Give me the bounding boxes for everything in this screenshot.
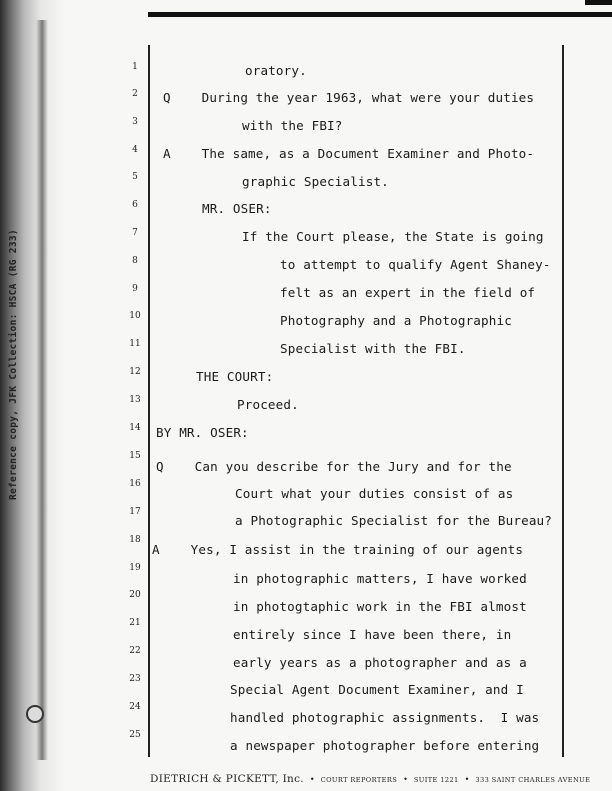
transcript-line: If the Court please, the State is going	[242, 229, 544, 244]
bullet-icon: •	[309, 775, 315, 784]
line-number: 19	[129, 563, 141, 573]
punch-hole-icon	[26, 705, 44, 723]
line-number: 10	[129, 311, 141, 321]
line-number: 13	[129, 395, 141, 405]
transcript-line: MR. OSER:	[202, 201, 272, 216]
transcript-line: Q During the year 1963, what were your duties	[163, 90, 535, 105]
transcript-line: graphic Specialist.	[242, 174, 389, 189]
binding-shadow	[36, 20, 48, 760]
firm-role: COURT REPORTERS	[320, 776, 398, 784]
transcript-line: A Yes, I assist in the training of our agents	[152, 542, 524, 557]
transcript-line: with the FBI?	[242, 118, 343, 133]
transcript-line: Q Can you describe for the Jury and for the	[156, 459, 512, 474]
transcript-line: A The same, as a Document Examiner and Photo-	[163, 146, 535, 161]
transcript-line: handled photographic assignments. I was	[230, 710, 540, 725]
archive-stamp: Reference copy, JFK Collection: HSCA (RG 233)	[8, 229, 19, 500]
line-number: 17	[129, 507, 141, 517]
transcript-line: oratory.	[245, 63, 307, 78]
line-number: 16	[129, 479, 141, 489]
line-number: 9	[132, 284, 138, 294]
margin-line-left	[148, 45, 150, 757]
transcript-line: Proceed.	[237, 397, 299, 412]
line-number: 8	[132, 256, 138, 266]
margin-line-right	[562, 45, 564, 757]
line-number: 5	[132, 172, 138, 182]
transcript-line: Specialist with the FBI.	[280, 341, 466, 356]
transcript-line: a newspaper photographer before entering	[230, 738, 540, 753]
line-number: 18	[129, 535, 141, 545]
line-number: 4	[132, 145, 138, 155]
line-number: 6	[132, 200, 138, 210]
transcript-line: in photographic matters, I have worked	[233, 571, 527, 586]
line-number: 20	[129, 590, 141, 600]
line-number: 25	[129, 730, 141, 740]
transcript-line: THE COURT:	[196, 369, 274, 384]
transcript-line: Court what your duties consist of as	[235, 486, 514, 501]
transcript-line: entirely since I have been there, in	[233, 627, 512, 642]
top-rule-corner	[585, 0, 612, 5]
line-number: 14	[129, 423, 141, 433]
line-number: 22	[129, 646, 141, 656]
line-number: 15	[129, 451, 141, 461]
line-number: 2	[132, 89, 138, 99]
transcript-line: in photogtaphic work in the FBI almost	[233, 599, 527, 614]
transcript-line: Special Agent Document Examiner, and I	[230, 682, 524, 697]
line-number: 7	[132, 228, 138, 238]
bullet-icon: •	[464, 775, 470, 784]
line-number: 21	[129, 618, 141, 628]
line-number: 3	[132, 117, 138, 127]
transcript-line: BY MR. OSER:	[156, 425, 249, 440]
line-number: 12	[129, 367, 141, 377]
transcript-line: to attempt to qualify Agent Shaney-	[280, 257, 551, 272]
bullet-icon: •	[403, 775, 408, 784]
firm-name: DIETRICH & PICKETT, Inc.	[150, 773, 304, 785]
line-number: 11	[129, 339, 141, 349]
top-rule	[148, 12, 612, 17]
transcript-line: felt as an expert in the field of	[280, 285, 536, 300]
firm-address: 333 SAINT CHARLES AVENUE	[475, 776, 591, 784]
transcript-line: Photography and a Photographic	[280, 313, 512, 328]
transcript-line: early years as a photographer and as a	[233, 655, 527, 670]
line-number: 1	[132, 62, 138, 72]
firm-suite: SUITE 1221	[413, 776, 459, 784]
transcript-line: a Photographic Specialist for the Bureau?	[235, 513, 553, 528]
line-number: 23	[129, 674, 141, 684]
reporter-footer	[150, 767, 590, 786]
line-number: 24	[129, 702, 141, 712]
